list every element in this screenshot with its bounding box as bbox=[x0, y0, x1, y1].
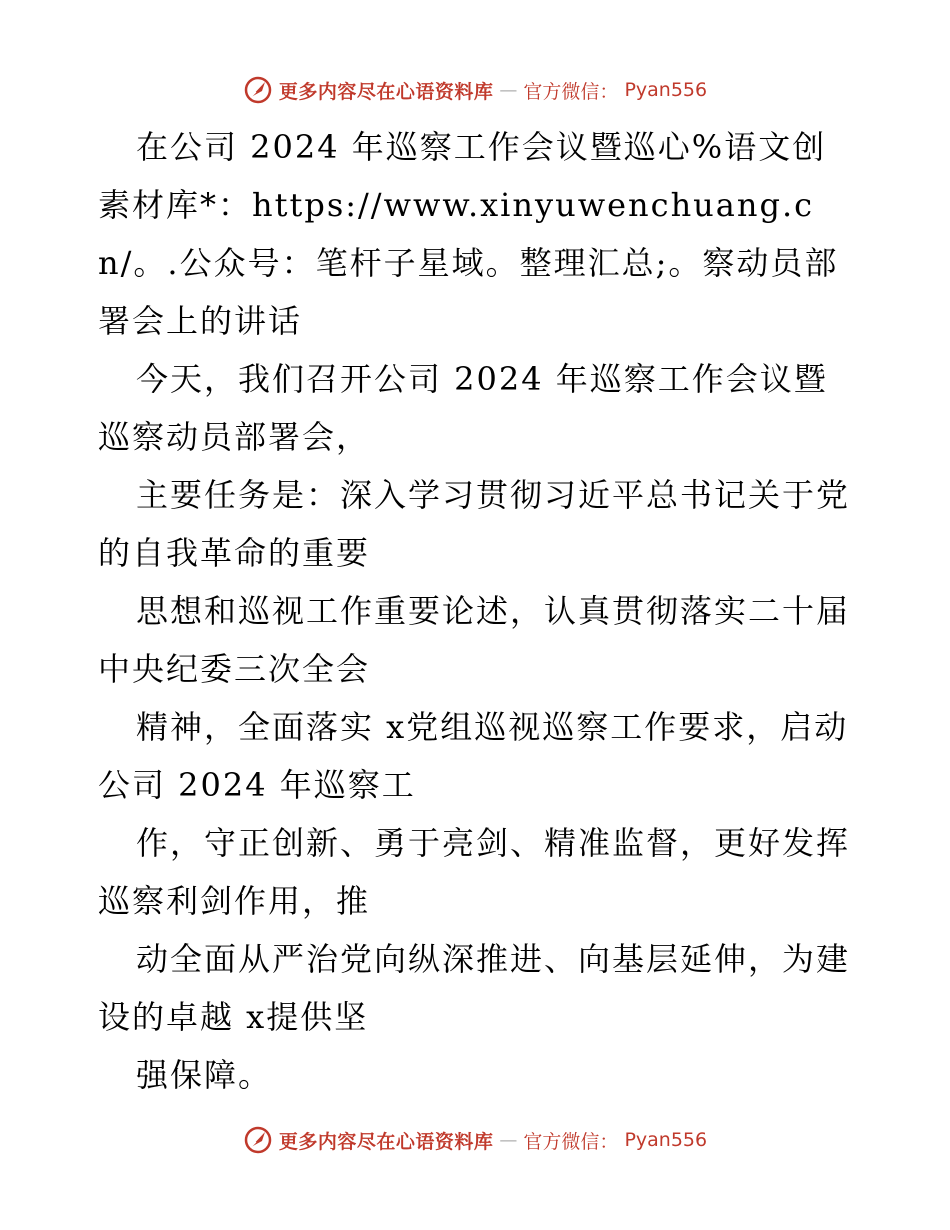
banner-slogan: 更多内容尽在心语资料库 bbox=[278, 1130, 494, 1153]
banner-separator: — bbox=[499, 1129, 518, 1151]
paragraph: 主要任务是：深入学习贯彻习近平总书记关于党的自我革命的重要 bbox=[98, 476, 851, 572]
banner-slogan: 更多内容尽在心语资料库 bbox=[278, 80, 494, 103]
feather-pen-logo-icon bbox=[243, 75, 273, 105]
banner-contact-label: 官方微信： bbox=[523, 80, 619, 103]
paragraph: 强保障。 bbox=[136, 1056, 273, 1094]
paragraph: 动全面从严治党向纵深推进、向基层延伸，为建设的卓越 x提供坚 bbox=[98, 940, 851, 1036]
paragraph: 作，守正创新、勇于亮剑、精准监督，更好发挥巡察利剑作用，推 bbox=[98, 824, 851, 920]
banner-separator: — bbox=[499, 79, 518, 101]
banner-contact-id: Pyan556 bbox=[624, 1129, 708, 1151]
document-body bbox=[98, 118, 858, 1104]
paragraph: 精神，全面落实 x党组巡视巡察工作要求，启动公司 2024 年巡察工 bbox=[98, 708, 849, 804]
footer-banner bbox=[0, 1120, 950, 1160]
paragraph: 思想和巡视工作重要论述，认真贯彻落实二十届中央纪委三次全会 bbox=[98, 592, 851, 688]
header-banner bbox=[0, 70, 950, 110]
paragraph: 今天，我们召开公司 2024 年巡察工作会议暨巡察动员部署会， bbox=[98, 360, 828, 456]
paragraph: 在公司 2024 年巡察工作会议暨巡心%语文创素材库*：https://www.xinyuwenchuang.cn/。.公众号：笔杆子星域。整理汇总;。察动员部署会上的讲话 bbox=[98, 128, 839, 340]
banner-contact-label: 官方微信： bbox=[523, 1130, 619, 1153]
feather-pen-logo-icon bbox=[243, 1125, 273, 1155]
banner-contact-id: Pyan556 bbox=[624, 79, 708, 101]
